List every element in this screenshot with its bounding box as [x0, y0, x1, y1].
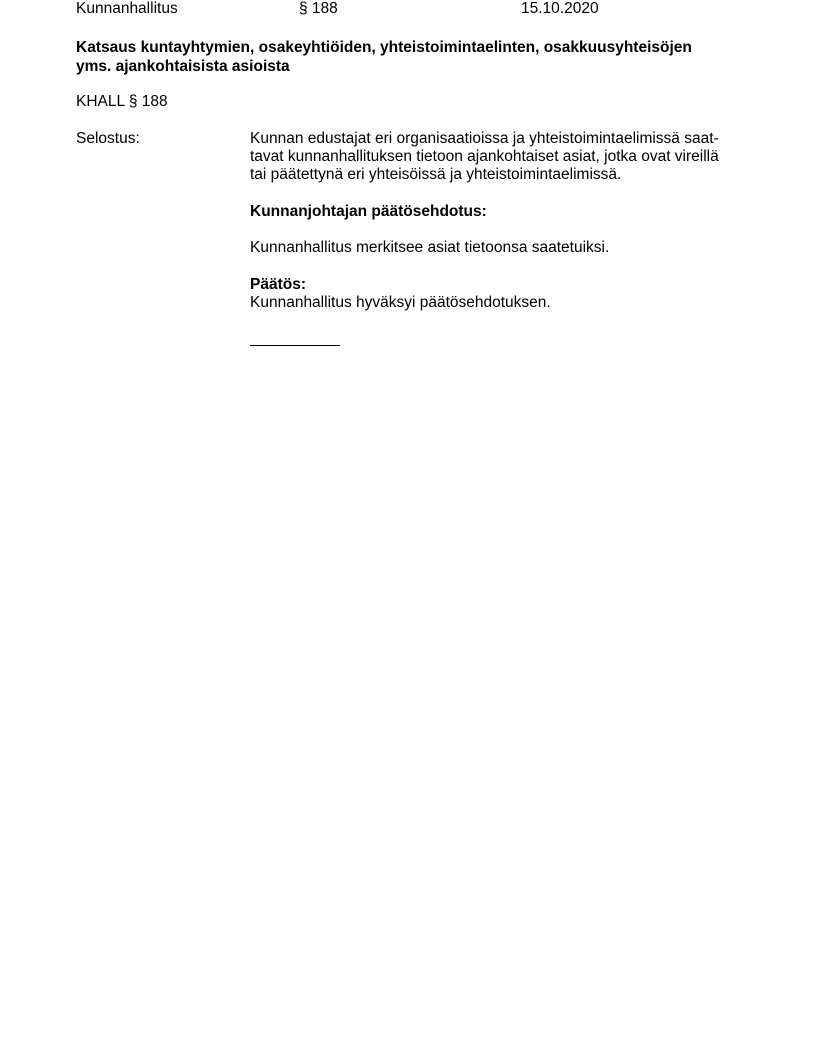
header-section: § 188	[299, 0, 338, 17]
proposal-text: Kunnanhallitus merkitsee asiat tietoonsa saatetuiksi.	[250, 239, 610, 256]
proposal-heading: Kunnanjohtajan päätösehdotus:	[250, 203, 487, 220]
description-line-1: Kunnan edustajat eri organisaatioissa ja yhteistoimintaelimissä saat-	[250, 130, 719, 147]
description-label: Selostus:	[76, 130, 140, 147]
item-reference: KHALL § 188	[76, 93, 168, 110]
description-line-2: tavat kunnanhallituksen tietoon ajankohtaiset asiat, jotka ovat vireillä	[250, 148, 719, 165]
item-title	[76, 38, 736, 76]
decision-heading: Päätös:	[250, 276, 306, 293]
decision-text: Kunnanhallitus hyväksyi päätösehdotuksen.	[250, 294, 551, 311]
description-line-3: tai päätettynä eri yhteisöissä ja yhteistoimintaelimissä.	[250, 166, 622, 183]
header-date: 15.10.2020	[521, 0, 599, 17]
end-rule	[250, 345, 340, 346]
item-content	[250, 130, 750, 346]
description-text	[250, 130, 750, 184]
header-organ: Kunnanhallitus	[76, 0, 178, 17]
item-title-line-2: yms. ajankohtaisista asioista	[76, 58, 290, 75]
item-title-line-1: Katsaus kuntayhtymien, osakeyhtiöiden, yhteistoimintaelinten, osakkuusyhteisöjen	[76, 39, 692, 56]
